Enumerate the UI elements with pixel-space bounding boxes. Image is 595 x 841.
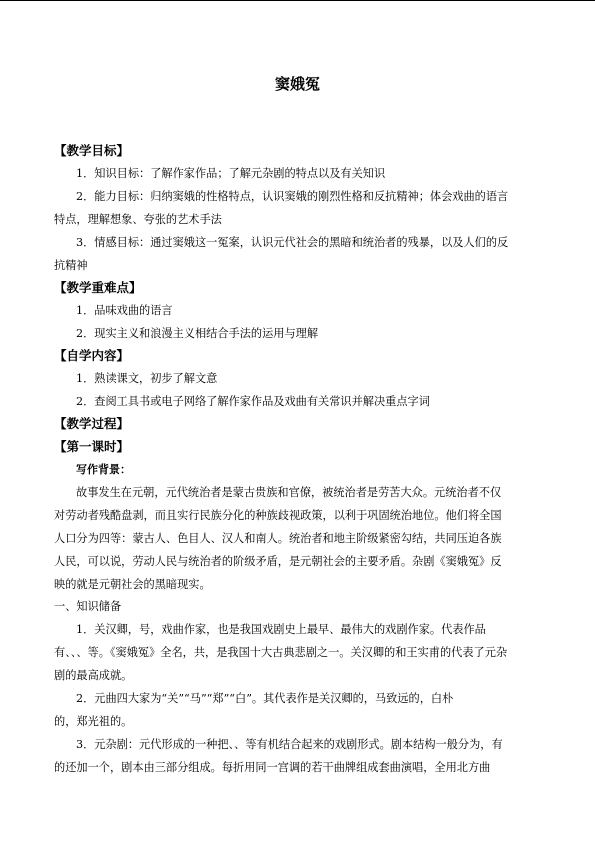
goal-line: 1．知识目标：了解作家作品；了解元杂剧的特点以及有关知识 — [76, 167, 386, 180]
background-line: 对劳动者残酷盘剥，而且实行民族分化的种族歧视政策，以利于巩固统治地位。他们将全国 — [54, 509, 502, 522]
background-line: 映的就是元朝社会的黑暗现实。 — [54, 578, 211, 591]
background-line: 人民，可以说，劳动人民与统治者的阶级矛盾，是元朝社会的主要矛盾。杂剧《窦娥冤》反 — [54, 555, 502, 568]
self-study-line: 2．查阅工具书或电子网络了解作家作品及戏曲有关常识并解决重点字词 — [76, 395, 430, 408]
knowledge-line: 的，郑光祖的。 — [54, 715, 133, 728]
goal-line: 2．能力目标：归纳窦娥的性格特点，认识窦娥的刚烈性格和反抗精神；体会戏曲的语言 — [76, 190, 509, 203]
key-point-line: 2．现实主义和浪漫主义相结合手法的运用与理解 — [76, 327, 319, 340]
page-top-rule — [0, 0, 595, 1]
knowledge-line: 1．关汉卿，号，戏曲作家，也是我国戏剧史上最早、最伟大的戏剧作家。代表作品 — [76, 623, 486, 636]
background-line: 人口分为四等：蒙古人、色目人、汉人和南人。统治者和地主阶级紧密勾结，共同压迫各族 — [54, 532, 502, 545]
key-point-line: 1．品味戏曲的语言 — [76, 304, 173, 317]
knowledge-line: 2．元曲四大家为“关”“马”“郑”“白”。其代表作是关汉卿的，马致远的，白朴 — [76, 692, 454, 705]
section-heading-lesson-one: 【第一课时】 — [54, 439, 130, 454]
knowledge-line: 3．元杂剧：元代形成的一种把、、等有机结合起来的戏剧形式。剧本结构一般分为，有 — [76, 738, 503, 751]
goal-line: 3．情感目标：通过窦娥这一冤案，认识元代社会的黑暗和统治者的残暴，以及人们的反 — [76, 236, 509, 249]
background-heading: 写作背景： — [76, 463, 131, 476]
knowledge-heading: 一、知识储备 — [54, 600, 122, 613]
section-heading-process: 【教学过程】 — [54, 416, 130, 431]
section-heading-key-points: 【教学重难点】 — [54, 280, 142, 295]
self-study-line: 1．熟读课文，初步了解文意 — [76, 372, 218, 385]
document-title: 窦娥冤 — [274, 75, 320, 93]
section-heading-goals: 【教学目标】 — [54, 143, 130, 158]
background-line: 故事发生在元朝，元代统治者是蒙古贵族和官僚，被统治者是劳苦大众。元统治者不仅 — [76, 486, 502, 499]
knowledge-line: 有、、、等。《窦娥冤》全名，共，是我国十大古典悲剧之一。关汉卿的和王实甫的代表了元杂 — [54, 646, 508, 659]
goal-line: 特点，理解想象、夸张的艺术手法 — [54, 213, 222, 226]
knowledge-line: 的还加一个，剧本由三部分组成。每折用同一宫调的若干曲牌组成套曲演唱，全用北方曲 — [54, 761, 491, 774]
goal-line: 抗精神 — [54, 259, 88, 272]
knowledge-line: 剧的最高成就。 — [54, 669, 133, 682]
section-heading-self-study: 【自学内容】 — [54, 348, 130, 363]
